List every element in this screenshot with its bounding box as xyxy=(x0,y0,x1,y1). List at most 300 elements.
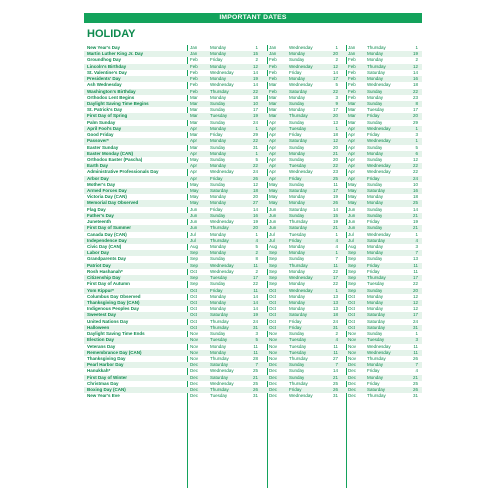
date-number-cell: 16 xyxy=(412,188,418,194)
date-number-cell: 7 xyxy=(415,362,418,368)
date-number-cell: 14 xyxy=(252,206,258,212)
date-number-cell: 22 xyxy=(252,88,258,94)
date-number-cell: 12 xyxy=(332,63,338,69)
holiday-name: Civic Day (CAN) xyxy=(87,244,122,249)
date-number-cell: 12 xyxy=(412,156,418,162)
weekday-cell: Monday xyxy=(289,200,306,206)
holiday-name: Election Day xyxy=(87,337,115,343)
holiday-name: Canada Day (CAN) xyxy=(87,231,127,237)
date-number-cell: 17 xyxy=(412,107,418,113)
weekday-cell: Sunday xyxy=(210,212,226,218)
month-cell: Feb xyxy=(348,76,356,82)
date-number-cell: 28 xyxy=(252,355,258,361)
holiday-name: New Year's Day xyxy=(87,45,121,50)
weekday-cell: Monday xyxy=(210,63,227,69)
weekday-cell: Friday xyxy=(367,380,380,386)
month-cell: Feb xyxy=(348,63,356,69)
month-cell: May xyxy=(348,200,357,206)
date-number-cell: 17 xyxy=(332,188,338,194)
date-number-cell: 19 xyxy=(252,219,258,225)
weekday-cell: Wednesday xyxy=(289,275,313,281)
month-cell: Nov xyxy=(348,331,357,337)
date-number-cell: 9 xyxy=(335,100,338,106)
month-cell: Sep xyxy=(269,275,278,281)
weekday-cell: Monday xyxy=(367,194,384,200)
holiday-name: Flag Day xyxy=(87,206,106,212)
holiday-name: First Day of Winter xyxy=(87,374,127,380)
weekday-cell: Monday xyxy=(289,281,306,287)
weekday-cell: Friday xyxy=(210,57,223,63)
weekday-cell: Sunday xyxy=(367,156,383,162)
weekday-cell: Monday xyxy=(210,299,227,305)
weekday-cell: Sunday xyxy=(210,331,226,337)
date-number-cell: 24 xyxy=(412,175,418,181)
date-number-cell: 20 xyxy=(252,225,258,231)
weekday-cell: Sunday xyxy=(289,57,305,63)
month-cell: Jun xyxy=(190,206,198,212)
date-number-cell: 10 xyxy=(412,181,418,187)
date-number-cell: 2 xyxy=(335,331,338,337)
month-cell: Apr xyxy=(190,175,198,181)
month-cell: Sep xyxy=(348,275,357,281)
date-number-cell: 8 xyxy=(255,256,258,262)
date-number-cell: 18 xyxy=(412,82,418,88)
weekday-cell: Sunday xyxy=(210,181,226,187)
month-cell: Feb xyxy=(190,63,198,69)
month-cell: Mar xyxy=(190,132,198,138)
date-number-cell: 24 xyxy=(252,318,258,324)
date-number-cell: 25 xyxy=(332,175,338,181)
month-cell: May xyxy=(269,194,278,200)
month-cell: Apr xyxy=(269,125,277,131)
weekday-cell: Tuesday xyxy=(210,393,228,399)
date-number-cell: 11 xyxy=(413,343,418,349)
month-cell: Mar xyxy=(348,119,356,125)
date-number-cell: 16 xyxy=(252,212,258,218)
month-cell: Mar xyxy=(190,100,198,106)
month-cell: Oct xyxy=(348,324,356,330)
month-cell: Feb xyxy=(348,88,356,94)
weekday-cell: Monday xyxy=(210,194,227,200)
weekday-cell: Monday xyxy=(367,250,384,256)
weekday-cell: Friday xyxy=(289,387,302,393)
month-cell: Sep xyxy=(348,262,357,268)
date-number-cell: 15 xyxy=(252,51,258,57)
date-number-cell: 5 xyxy=(255,156,258,162)
weekday-cell: Saturday xyxy=(210,312,229,318)
holiday-name: Citizenship Day xyxy=(87,275,121,281)
date-number-cell: 20 xyxy=(332,144,338,150)
weekday-cell: Thursday xyxy=(289,355,308,361)
month-cell: Sep xyxy=(348,268,357,274)
date-number-cell: 23 xyxy=(412,94,418,100)
date-number-cell: 24 xyxy=(332,318,338,324)
weekday-cell: Sunday xyxy=(210,144,226,150)
month-cell: Sep xyxy=(190,275,199,281)
date-number-cell: 21 xyxy=(412,225,418,231)
month-cell: Dec xyxy=(348,393,357,399)
month-cell: Oct xyxy=(190,268,198,274)
weekday-cell: Thursday xyxy=(210,387,229,393)
date-number-cell: 7 xyxy=(335,362,338,368)
month-cell: Mar xyxy=(269,113,277,119)
month-cell: Nov xyxy=(190,337,199,343)
date-number-cell: 4 xyxy=(255,237,258,243)
weekday-cell: Wednesday xyxy=(289,169,313,175)
date-number-cell: 22 xyxy=(412,281,418,287)
month-cell: Feb xyxy=(269,63,277,69)
holiday-name: Daylight Saving Time Ends xyxy=(87,331,145,337)
weekday-cell: Thursday xyxy=(210,88,229,94)
weekday-cell: Wednesday xyxy=(367,138,391,144)
date-number-cell: 6 xyxy=(415,150,418,156)
date-number-cell: 11 xyxy=(253,343,258,349)
weekday-cell: Wednesday xyxy=(289,45,313,50)
date-number-cell: 12 xyxy=(412,63,418,69)
date-number-cell: 24 xyxy=(252,169,258,175)
holiday-name: Armed Forces Day xyxy=(87,188,127,194)
weekday-cell: Sunday xyxy=(289,100,305,106)
weekday-cell: Wednesday xyxy=(367,125,391,131)
weekday-cell: Tuesday xyxy=(289,343,307,349)
month-cell: May xyxy=(190,200,199,206)
weekday-cell: Friday xyxy=(289,318,302,324)
month-cell: Dec xyxy=(190,393,199,399)
date-number-cell: 5 xyxy=(255,337,258,343)
date-number-cell: 22 xyxy=(332,88,338,94)
date-number-cell: 22 xyxy=(332,163,338,169)
weekday-cell: Thursday xyxy=(210,237,229,243)
month-cell: Jun xyxy=(348,225,356,231)
date-number-cell: 21 xyxy=(332,225,338,231)
date-number-cell: 20 xyxy=(332,51,338,57)
month-cell: Nov xyxy=(269,331,278,337)
date-number-cell: 7 xyxy=(415,250,418,256)
date-number-cell: 31 xyxy=(412,393,418,399)
date-number-cell: 19 xyxy=(252,76,258,82)
date-number-cell: 19 xyxy=(252,113,258,119)
weekday-cell: Tuesday xyxy=(289,163,307,169)
month-cell: May xyxy=(190,156,199,162)
weekday-cell: Wednesday xyxy=(289,63,313,69)
weekday-cell: Wednesday xyxy=(367,343,391,349)
date-number-cell: 14 xyxy=(252,82,258,88)
weekday-cell: Tuesday xyxy=(210,337,228,343)
holiday-name: Indigenous Peoples Day xyxy=(87,306,140,312)
month-cell: Apr xyxy=(269,163,277,169)
important-dates-page xyxy=(84,13,422,488)
date-number-cell: 14 xyxy=(412,69,418,75)
date-number-cell: 11 xyxy=(253,262,258,268)
date-number-cell: 4 xyxy=(335,237,338,243)
date-number-cell: 12 xyxy=(332,138,338,144)
date-number-cell: 20 xyxy=(252,194,258,200)
month-cell: Dec xyxy=(269,393,278,399)
weekday-cell: Sunday xyxy=(367,256,383,262)
weekday-cell: Monday xyxy=(289,194,306,200)
date-number-cell: 19 xyxy=(252,312,258,318)
weekday-cell: Monday xyxy=(210,343,227,349)
weekday-cell: Thursday xyxy=(367,63,386,69)
date-number-cell: 3 xyxy=(415,337,418,343)
weekday-cell: Monday xyxy=(289,51,306,57)
month-cell: Jun xyxy=(269,212,277,218)
month-cell: Nov xyxy=(190,355,199,361)
month-cell: Mar xyxy=(190,144,198,150)
weekday-cell: Monday xyxy=(367,374,384,380)
month-cell: Apr xyxy=(348,163,356,169)
date-number-cell: 24 xyxy=(412,318,418,324)
holiday-name: Thanksgiving Day (CAN) xyxy=(87,299,140,305)
month-cell: Oct xyxy=(269,287,277,293)
month-cell: Dec xyxy=(348,380,357,386)
weekday-cell: Monday xyxy=(289,299,306,305)
date-number-cell: 14 xyxy=(252,299,258,305)
page-header-banner: IMPORTANT DATES xyxy=(84,13,422,23)
month-cell: Oct xyxy=(348,312,356,318)
month-cell: Aug xyxy=(269,244,278,249)
weekday-cell: Saturday xyxy=(210,188,229,194)
date-number-cell: 25 xyxy=(252,368,258,374)
month-cell: Dec xyxy=(269,374,278,380)
holiday-name: Lincoln's Birthday xyxy=(87,63,127,69)
date-number-cell: 31 xyxy=(332,324,338,330)
month-cell: Apr xyxy=(348,132,356,138)
holiday-name: Hanukkah* xyxy=(87,368,111,374)
month-cell: May xyxy=(348,181,357,187)
weekday-cell: Friday xyxy=(289,237,302,243)
month-cell: Apr xyxy=(348,144,356,150)
date-number-cell: 1 xyxy=(335,125,338,131)
weekday-cell: Sunday xyxy=(210,119,226,125)
weekday-cell: Monday xyxy=(210,293,227,299)
date-number-cell: 5 xyxy=(335,82,338,88)
month-cell: Mar xyxy=(348,100,356,106)
date-number-cell: 22 xyxy=(252,138,258,144)
month-cell: Nov xyxy=(269,355,278,361)
month-cell: Sep xyxy=(190,281,199,287)
month-cell: Jul xyxy=(269,231,275,237)
date-number-cell: 14 xyxy=(332,368,338,374)
date-number-cell: 31 xyxy=(252,393,258,399)
weekday-cell: Saturday xyxy=(289,138,308,144)
weekday-cell: Friday xyxy=(367,368,380,374)
weekday-cell: Sunday xyxy=(289,256,305,262)
weekday-cell: Monday xyxy=(289,244,306,249)
weekday-cell: Sunday xyxy=(289,362,305,368)
weekday-cell: Monday xyxy=(210,244,227,249)
month-cell: Oct xyxy=(348,299,356,305)
weekday-cell: Sunday xyxy=(367,181,383,187)
month-cell: Nov xyxy=(348,343,357,349)
weekday-cell: Sunday xyxy=(289,331,305,337)
month-cell: Mar xyxy=(269,94,277,100)
month-cell: Oct xyxy=(348,293,356,299)
holiday-name: St. Patrick's Day xyxy=(87,107,123,113)
date-number-cell: 22 xyxy=(252,163,258,169)
month-cell: Apr xyxy=(348,138,356,144)
date-number-cell: 17 xyxy=(332,76,338,82)
weekday-cell: Monday xyxy=(210,94,227,100)
date-number-cell: 17 xyxy=(252,107,258,113)
weekday-cell: Sunday xyxy=(289,181,305,187)
month-cell: Sep xyxy=(348,250,357,256)
weekday-cell: Sunday xyxy=(289,374,305,380)
weekday-cell: Sunday xyxy=(367,287,383,293)
weekday-cell: Saturday xyxy=(367,69,386,75)
month-cell: May xyxy=(348,194,357,200)
date-number-cell: 20 xyxy=(332,156,338,162)
month-cell: Apr xyxy=(190,125,198,131)
holiday-name: Orthodox Easter (Pascha) xyxy=(87,156,143,162)
month-cell: Apr xyxy=(348,175,356,181)
month-cell: Oct xyxy=(190,299,198,305)
weekday-cell: Monday xyxy=(289,76,306,82)
month-cell: Oct xyxy=(348,306,356,312)
weekday-cell: Thursday xyxy=(289,380,308,386)
weekday-cell: Thursday xyxy=(210,324,229,330)
date-number-cell: 27 xyxy=(252,200,258,206)
holiday-name: Remembrance Day (CAN) xyxy=(87,349,142,355)
date-number-cell: 7 xyxy=(335,256,338,262)
month-cell: Jun xyxy=(348,212,356,218)
date-number-cell: 25 xyxy=(332,380,338,386)
date-number-cell: 1 xyxy=(255,45,258,50)
weekday-cell: Friday xyxy=(289,132,302,138)
month-cell: Oct xyxy=(269,306,277,312)
weekday-cell: Monday xyxy=(210,250,227,256)
date-number-cell: 17 xyxy=(332,275,338,281)
date-number-cell: 22 xyxy=(332,268,338,274)
date-number-cell: 31 xyxy=(252,144,258,150)
date-number-cell: 16 xyxy=(412,76,418,82)
holiday-name: Juneteenth xyxy=(87,219,112,225)
weekday-cell: Thursday xyxy=(210,318,229,324)
date-number-cell: 22 xyxy=(412,163,418,169)
month-cell: Dec xyxy=(348,368,357,374)
holiday-name: Thanksgiving Day xyxy=(87,355,126,361)
weekday-cell: Thursday xyxy=(210,225,229,231)
weekday-cell: Monday xyxy=(367,306,384,312)
weekday-cell: Saturday xyxy=(367,188,386,194)
holiday-name: Patriot Day xyxy=(87,262,111,268)
weekday-cell: Sunday xyxy=(289,144,305,150)
month-cell: Feb xyxy=(348,57,356,63)
weekday-cell: Tuesday xyxy=(210,275,228,281)
date-number-cell: 11 xyxy=(253,287,258,293)
weekday-cell: Wednesday xyxy=(289,287,313,293)
date-number-cell: 1 xyxy=(335,250,338,256)
date-number-cell: 13 xyxy=(332,299,338,305)
month-cell: Apr xyxy=(348,169,356,175)
holiday-name: Washington's Birthday xyxy=(87,88,136,94)
date-number-cell: 14 xyxy=(252,69,258,75)
holiday-name: Sweetest Day xyxy=(87,312,117,318)
weekday-cell: Sunday xyxy=(210,100,226,106)
month-cell: Oct xyxy=(190,287,198,293)
date-number-cell: 3 xyxy=(335,94,338,100)
date-number-cell: 18 xyxy=(252,188,258,194)
month-cell: Jan xyxy=(190,45,198,50)
month-cell: Nov xyxy=(348,349,357,355)
month-cell: Apr xyxy=(190,163,198,169)
date-number-cell: 21 xyxy=(412,374,418,380)
month-cell: Sep xyxy=(269,268,278,274)
date-number-cell: 18 xyxy=(412,194,418,200)
month-cell: Jun xyxy=(348,206,356,212)
holiday-name: Halloween xyxy=(87,324,110,330)
holiday-name: St. Valentine's Day xyxy=(87,69,127,75)
month-cell: Feb xyxy=(269,88,277,94)
date-number-cell: 20 xyxy=(412,287,418,293)
weekday-cell: Wednesday xyxy=(289,393,313,399)
weekday-cell: Saturday xyxy=(289,225,308,231)
date-number-cell: 31 xyxy=(332,393,338,399)
month-cell: Nov xyxy=(269,343,278,349)
month-cell: Oct xyxy=(190,312,198,318)
weekday-cell: Tuesday xyxy=(289,231,307,237)
month-cell: Apr xyxy=(190,150,198,156)
month-cell: Dec xyxy=(190,387,199,393)
month-cell: May xyxy=(269,181,278,187)
weekday-cell: Monday xyxy=(367,200,384,206)
month-cell: Sep xyxy=(348,281,357,287)
weekday-cell: Friday xyxy=(210,287,223,293)
date-number-cell: 21 xyxy=(252,374,258,380)
weekday-cell: Thursday xyxy=(367,355,386,361)
date-number-cell: 25 xyxy=(412,200,418,206)
holiday-name: First Day of Spring xyxy=(87,113,128,119)
weekday-cell: Tuesday xyxy=(210,113,228,119)
date-number-cell: 21 xyxy=(332,374,338,380)
month-cell: Sep xyxy=(348,256,357,262)
month-cell: Feb xyxy=(269,69,277,75)
date-number-cell: 31 xyxy=(412,324,418,330)
weekday-cell: Wednesday xyxy=(210,219,234,225)
holiday-name: Martin Luther King Jr. Day xyxy=(87,51,144,57)
date-number-cell: 7 xyxy=(255,362,258,368)
weekday-cell: Sunday xyxy=(367,225,383,231)
month-cell: Mar xyxy=(269,107,277,113)
date-number-cell: 1 xyxy=(415,45,418,50)
month-cell: Apr xyxy=(269,132,277,138)
month-cell: Feb xyxy=(190,69,198,75)
date-number-cell: 1 xyxy=(335,287,338,293)
date-number-cell: 23 xyxy=(332,169,338,175)
date-number-cell: 1 xyxy=(415,231,418,237)
weekday-cell: Friday xyxy=(367,113,380,119)
weekday-cell: Tuesday xyxy=(289,125,307,131)
table-row xyxy=(84,393,422,399)
month-cell: Sep xyxy=(190,250,199,256)
month-cell: Dec xyxy=(190,380,199,386)
date-number-cell: 11 xyxy=(333,343,338,349)
month-cell: Jun xyxy=(348,219,356,225)
date-number-cell: 11 xyxy=(333,262,338,268)
weekday-cell: Thursday xyxy=(367,45,386,50)
weekday-cell: Monday xyxy=(367,76,384,82)
weekday-cell: Monday xyxy=(210,125,227,131)
weekday-cell: Monday xyxy=(210,150,227,156)
date-number-cell: 31 xyxy=(252,324,258,330)
weekday-cell: Monday xyxy=(367,150,384,156)
month-cell: Jul xyxy=(190,231,196,237)
date-number-cell: 2 xyxy=(255,57,258,63)
month-cell: Jan xyxy=(269,45,277,50)
month-cell: Apr xyxy=(348,156,356,162)
holiday-name: Groundhog Day xyxy=(87,57,121,63)
holiday-name: Ash Wednesday xyxy=(87,82,122,88)
